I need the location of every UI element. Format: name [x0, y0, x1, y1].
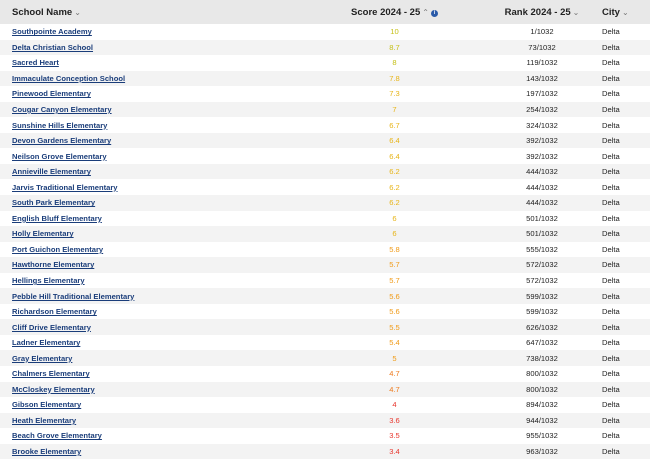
column-header-label: City — [602, 6, 620, 18]
score-cell: 6 — [392, 213, 397, 223]
table-row — [0, 382, 650, 398]
table-row — [0, 319, 650, 335]
score-cell: 5.7 — [389, 260, 400, 270]
city-cell: Delta — [602, 136, 620, 146]
city-cell: Delta — [602, 369, 620, 379]
school-name-cell — [0, 179, 302, 195]
city-cell: Delta — [602, 291, 620, 301]
rank-cell: 647/1032 — [526, 338, 558, 348]
rank-cell: 626/1032 — [526, 322, 558, 332]
column-header-score[interactable] — [302, 0, 487, 24]
score-cell: 4.7 — [389, 384, 400, 394]
school-name-link[interactable]: Cougar Canyon Elementary — [12, 105, 112, 114]
table-row — [0, 366, 650, 382]
table-row — [0, 102, 650, 118]
school-name-cell — [0, 304, 302, 320]
table-row — [0, 117, 650, 133]
column-header-label: Score 2024 - 25 — [351, 6, 421, 18]
city-cell: Delta — [602, 213, 620, 223]
school-name-cell — [0, 273, 302, 289]
city-cell: Delta — [602, 400, 620, 410]
school-name-cell — [0, 117, 302, 133]
school-name-link[interactable]: Port Guichon Elementary — [12, 244, 104, 254]
column-header-city[interactable] — [597, 0, 650, 24]
score-cell: 6.2 — [389, 182, 400, 192]
school-name-link[interactable]: Pebble Hill Traditional Elementary — [12, 291, 135, 301]
table-row — [0, 71, 650, 87]
table-row — [0, 335, 650, 351]
school-name-cell — [0, 164, 302, 180]
city-cell: Delta — [602, 58, 620, 68]
school-name-link[interactable]: McCloskey Elementary — [12, 384, 95, 394]
score-cell: 6.4 — [389, 151, 400, 161]
city-cell: Delta — [602, 353, 620, 363]
city-cell: Delta — [602, 415, 620, 425]
school-name-cell — [0, 257, 302, 273]
school-name-cell — [0, 148, 302, 164]
school-name-link[interactable]: English Bluff Elementary — [12, 213, 102, 223]
rank-cell: 119/1032 — [526, 58, 558, 68]
table-header-row — [0, 0, 650, 24]
table-row — [0, 273, 650, 289]
school-name-link[interactable]: Brooke Elementary — [12, 447, 82, 457]
city-cell: Delta — [602, 42, 620, 52]
table-row — [0, 24, 650, 40]
city-cell: Delta — [602, 167, 620, 177]
rank-cell: 324/1032 — [526, 120, 558, 130]
table-row — [0, 413, 650, 429]
table-row — [0, 211, 650, 227]
score-cell: 5.7 — [389, 276, 400, 286]
table-row — [0, 40, 650, 56]
rank-cell: 254/1032 — [526, 105, 558, 114]
school-name-cell — [0, 24, 302, 40]
table-row — [0, 397, 650, 413]
rank-cell: 444/1032 — [526, 167, 558, 177]
rank-cell: 572/1032 — [526, 276, 558, 286]
school-name-link[interactable]: Immaculate Conception School — [12, 73, 126, 83]
table-row — [0, 444, 650, 460]
table-row — [0, 288, 650, 304]
school-name-cell — [0, 350, 302, 366]
rank-cell: 800/1032 — [526, 384, 558, 394]
score-cell: 3.5 — [389, 431, 400, 441]
chevron-down-icon: ⌄ — [74, 7, 81, 17]
table-row — [0, 428, 650, 444]
school-name-link[interactable]: South Park Elementary — [12, 198, 96, 208]
school-name-link[interactable]: Gray Elementary — [12, 353, 73, 363]
city-cell: Delta — [602, 431, 620, 441]
city-cell: Delta — [602, 198, 620, 208]
rank-cell: 501/1032 — [526, 213, 558, 223]
info-icon[interactable]: i — [431, 10, 438, 17]
city-cell: Delta — [602, 229, 620, 239]
rank-cell: 738/1032 — [526, 353, 558, 363]
chevron-down-icon: ⌄ — [572, 7, 580, 17]
school-name-cell — [0, 195, 302, 211]
score-cell: 5.5 — [389, 322, 400, 332]
school-name-link[interactable]: Jarvis Traditional Elementary — [12, 182, 118, 192]
table-body — [0, 24, 650, 459]
rank-cell: 555/1032 — [526, 244, 558, 254]
table-row — [0, 86, 650, 102]
school-name-cell — [0, 71, 302, 87]
school-name-cell — [0, 335, 302, 351]
school-name-cell — [0, 428, 302, 444]
rank-cell: 572/1032 — [526, 260, 558, 270]
rank-cell: 963/1032 — [526, 447, 558, 457]
school-name-cell — [0, 242, 302, 258]
school-name-cell — [0, 444, 302, 460]
school-name-link[interactable]: Chalmers Elementary — [12, 369, 90, 379]
score-cell: 6.4 — [389, 136, 400, 146]
rank-cell: 444/1032 — [526, 198, 558, 208]
school-name-link[interactable]: Delta Christian School — [12, 42, 94, 52]
table-row — [0, 55, 650, 71]
table-row — [0, 304, 650, 320]
rank-cell: 894/1032 — [526, 400, 558, 410]
school-name-cell — [0, 211, 302, 227]
table-row — [0, 226, 650, 242]
city-cell: Delta — [602, 322, 620, 332]
school-name-link[interactable]: Sacred Heart — [12, 58, 59, 68]
table-row — [0, 195, 650, 211]
rank-cell: 599/1032 — [526, 291, 558, 301]
city-cell: Delta — [602, 307, 620, 317]
school-name-link[interactable]: Devon Gardens Elementary — [12, 136, 112, 146]
city-cell: Delta — [602, 27, 620, 37]
school-name-link[interactable]: Ladner Elementary — [12, 338, 81, 348]
score-cell: 10 — [390, 27, 399, 37]
table-row — [0, 242, 650, 258]
school-name-link[interactable]: Cliff Drive Elementary — [12, 322, 91, 332]
rank-cell: 392/1032 — [526, 136, 558, 146]
school-name-cell — [0, 102, 302, 118]
city-cell: Delta — [602, 89, 620, 99]
school-name-cell — [0, 382, 302, 398]
rank-cell: 944/1032 — [526, 415, 558, 425]
rank-cell: 501/1032 — [526, 229, 558, 239]
score-cell: 6 — [392, 229, 397, 239]
school-name-cell — [0, 40, 302, 56]
score-cell: 7 — [392, 105, 397, 114]
school-name-link[interactable]: Gibson Elementary — [12, 400, 82, 410]
column-header-label: School Name — [12, 6, 73, 18]
city-cell: Delta — [602, 244, 620, 254]
school-name-link[interactable]: Neilson Grove Elementary — [12, 151, 107, 161]
rank-cell: 392/1032 — [526, 151, 558, 161]
rank-cell: 73/1032 — [528, 42, 556, 52]
score-cell: 5.6 — [389, 307, 400, 317]
score-cell: 6.7 — [389, 120, 400, 130]
city-cell: Delta — [602, 260, 620, 270]
school-name-link[interactable]: Annieville Elementary — [12, 167, 91, 177]
rank-cell: 599/1032 — [526, 307, 558, 317]
score-cell: 8 — [392, 58, 397, 68]
school-name-link[interactable]: Hawthorne Elementary — [12, 260, 95, 270]
rank-cell: 955/1032 — [526, 431, 558, 441]
score-cell: 5.4 — [389, 338, 400, 348]
city-cell: Delta — [602, 151, 620, 161]
rank-cell: 1/1032 — [530, 27, 554, 37]
score-cell: 6.2 — [389, 198, 400, 208]
score-cell: 7.3 — [389, 89, 400, 99]
city-cell: Delta — [602, 338, 620, 348]
school-name-cell — [0, 319, 302, 335]
score-cell: 3.6 — [389, 415, 400, 425]
score-cell: 4 — [392, 400, 397, 410]
city-cell: Delta — [602, 120, 620, 130]
chevron-up-icon: ⌃ — [422, 7, 429, 17]
school-name-link[interactable]: Holly Elementary — [12, 229, 74, 239]
column-header-rank[interactable] — [487, 0, 597, 24]
score-cell: 3.4 — [389, 447, 400, 457]
city-cell: Delta — [602, 276, 620, 286]
school-name-cell — [0, 366, 302, 382]
school-name-cell — [0, 133, 302, 149]
score-cell: 5 — [392, 353, 397, 363]
table-row — [0, 350, 650, 366]
table-row — [0, 133, 650, 149]
city-cell: Delta — [602, 447, 620, 457]
chevron-down-icon: ⌄ — [621, 7, 629, 17]
school-name-link[interactable]: Richardson Elementary — [12, 307, 97, 317]
score-cell: 5.6 — [389, 291, 400, 301]
rank-cell: 143/1032 — [526, 73, 558, 83]
column-header-label: Rank 2024 - 25 — [504, 6, 571, 18]
city-cell: Delta — [602, 384, 620, 394]
school-name-cell — [0, 397, 302, 413]
school-name-cell — [0, 226, 302, 242]
table-row — [0, 257, 650, 273]
school-name-link[interactable]: Heath Elementary — [12, 415, 77, 425]
school-name-cell — [0, 413, 302, 429]
school-name-link[interactable]: Hellings Elementary — [12, 276, 85, 286]
column-header-school-name[interactable] — [0, 0, 302, 24]
rank-cell: 800/1032 — [526, 369, 558, 379]
school-name-link[interactable]: Beach Grove Elementary — [12, 431, 102, 441]
city-cell: Delta — [602, 105, 620, 114]
school-name-cell — [0, 288, 302, 304]
city-cell: Delta — [602, 182, 620, 192]
score-cell: 4.7 — [389, 369, 400, 379]
city-cell: Delta — [602, 73, 620, 83]
school-name-link[interactable]: Southpointe Academy — [12, 27, 92, 37]
table-row — [0, 164, 650, 180]
table-row — [0, 148, 650, 164]
school-name-cell — [0, 86, 302, 102]
rank-cell: 444/1032 — [526, 182, 558, 192]
score-cell: 8.7 — [389, 42, 400, 52]
score-cell: 7.8 — [389, 73, 400, 83]
rank-cell: 197/1032 — [526, 89, 558, 99]
score-cell: 6.2 — [389, 167, 400, 177]
school-name-link[interactable]: Pinewood Elementary — [12, 89, 91, 99]
table-row — [0, 179, 650, 195]
school-name-cell — [0, 55, 302, 71]
school-name-link[interactable]: Sunshine Hills Elementary — [12, 120, 108, 130]
score-cell: 5.8 — [389, 244, 400, 254]
